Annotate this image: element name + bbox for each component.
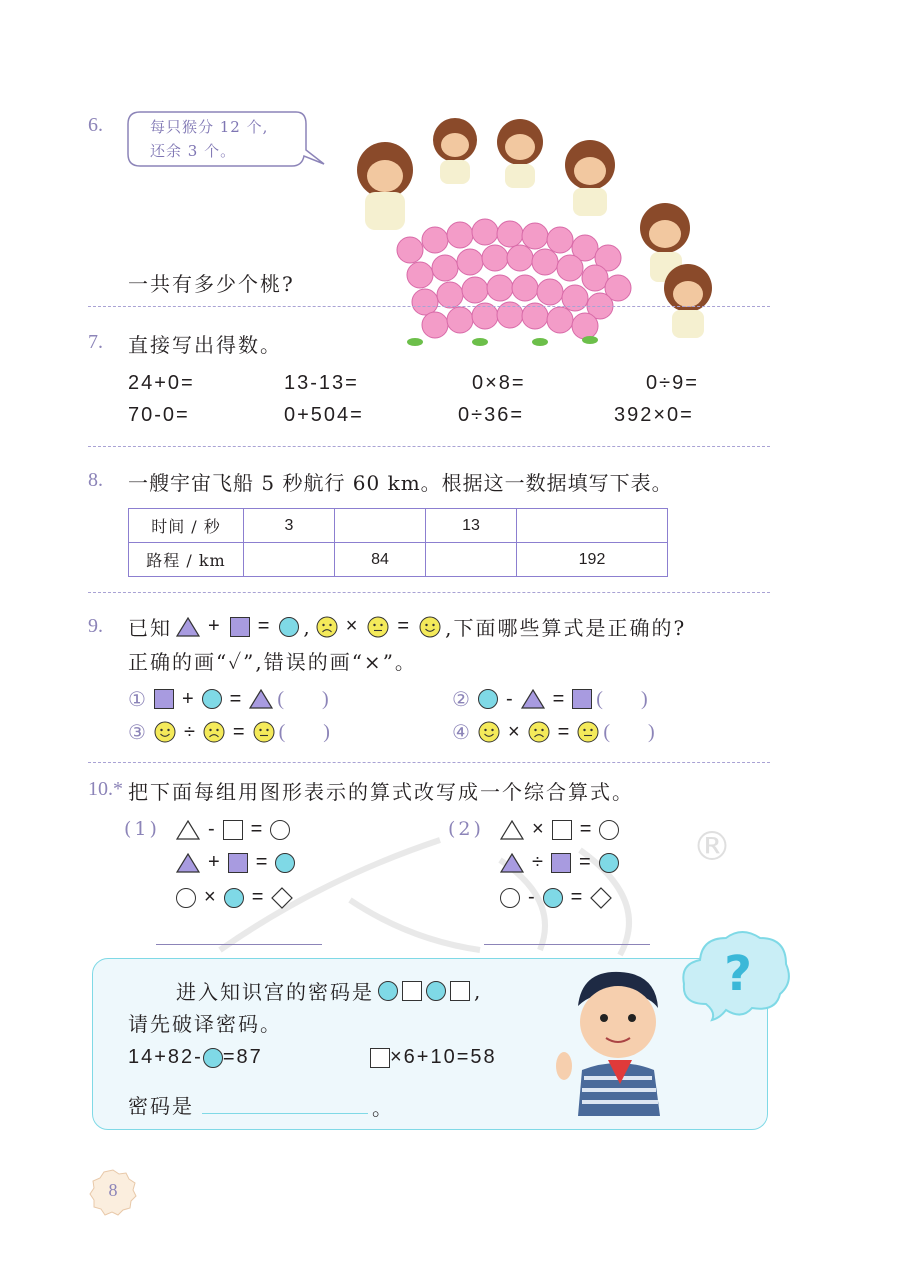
eq1-left: 14+82-	[128, 1046, 203, 1068]
neutral-face-icon	[367, 616, 389, 638]
password-intro-text: 进入知识宫的密码是	[176, 980, 374, 1004]
eq1-right: =87	[222, 1046, 263, 1068]
circle-icon	[202, 689, 222, 709]
square-icon	[228, 853, 248, 873]
password-answer-label: 密码是	[128, 1094, 194, 1118]
item-number: ④	[452, 720, 470, 744]
circle-icon	[224, 888, 244, 908]
answer-paren-close: )	[647, 720, 655, 743]
circle-icon	[279, 617, 299, 637]
group-2-label: (2)	[448, 818, 484, 840]
circle-icon	[543, 888, 563, 908]
distance-label: 路程 / km	[129, 543, 244, 577]
triangle-icon	[176, 617, 200, 637]
monkey-icon	[497, 119, 543, 188]
calc-item: 392×0=	[614, 404, 694, 426]
calc-item: 0÷9=	[646, 372, 699, 394]
monkey-icon	[357, 142, 413, 230]
password-eq-1	[128, 1046, 263, 1069]
answer-paren-open: (	[277, 687, 284, 710]
calc-item: 0×8=	[472, 372, 526, 394]
calc-item: 0÷36=	[458, 404, 525, 426]
table-cell[interactable]	[244, 543, 335, 577]
diamond-icon	[271, 887, 293, 909]
table-cell: 84	[335, 543, 426, 577]
divider	[88, 446, 770, 447]
q9-prefix: 已知	[128, 616, 172, 640]
group-2-eq-1: × =	[500, 818, 619, 841]
peach-pile	[397, 219, 631, 339]
password-line2: 请先破译密码。	[128, 1012, 282, 1036]
q7-number: 7.	[88, 331, 103, 353]
q10-title: 把下面每组用图形表示的算式改写成一个综合算式。	[128, 780, 634, 804]
page-number-badge	[88, 1168, 138, 1218]
calc-item: 13-13=	[284, 372, 359, 394]
square-icon	[223, 820, 243, 840]
circle-icon	[500, 888, 520, 908]
frown-face-icon	[316, 616, 338, 638]
eq2-right: ×6+10=58	[390, 1046, 497, 1068]
group-1-eq-1: - =	[176, 818, 290, 841]
calc-item: 70-0=	[128, 404, 190, 426]
table-cell: 3	[244, 509, 335, 543]
triangle-icon	[500, 853, 524, 873]
circle-icon	[478, 689, 498, 709]
smile-face-icon	[478, 721, 500, 743]
svg-text:?: ?	[724, 946, 752, 1002]
group-1-eq-3: × =	[176, 886, 293, 909]
group-2-eq-2: ÷ =	[500, 851, 619, 874]
circle-icon	[599, 820, 619, 840]
circle-icon	[176, 888, 196, 908]
group-1-answer-line[interactable]	[156, 944, 322, 945]
answer-paren-close: )	[640, 687, 648, 710]
triangle-icon	[176, 853, 200, 873]
item-number: ①	[128, 687, 146, 711]
circle-icon	[426, 981, 446, 1001]
calc-item: 24+0=	[128, 372, 195, 394]
password-intro	[176, 976, 482, 1005]
q6-number: 6.	[88, 114, 103, 136]
triangle-icon	[249, 689, 273, 709]
answer-paren-open: (	[278, 720, 286, 743]
answer-paren-open: (	[596, 687, 603, 710]
circle-icon	[270, 820, 290, 840]
calc-item: 0+504=	[284, 404, 364, 426]
answer-paren-close: )	[321, 687, 329, 710]
answer-paren-open: (	[603, 720, 610, 743]
neutral-face-icon	[253, 721, 275, 743]
table-cell: 13	[426, 509, 517, 543]
divider	[88, 592, 770, 593]
password-eq-2	[370, 1046, 497, 1069]
item-number: ③	[128, 720, 146, 744]
frown-face-icon	[203, 721, 225, 743]
q9-item-1: ① + = ( )	[128, 687, 329, 711]
triangle-icon	[176, 820, 200, 840]
neutral-face-icon	[577, 721, 599, 743]
password-intro-end: ,	[474, 978, 483, 1003]
table-row	[129, 543, 668, 577]
monkeys-peaches-illustration	[340, 110, 740, 358]
circle-icon	[378, 981, 398, 1001]
square-icon	[572, 689, 592, 709]
registered-mark: ®	[692, 824, 732, 870]
q8-title: 一艘宇宙飞船 5 秒航行 60 km。根据这一数据填写下表。	[128, 471, 673, 495]
circle-icon	[599, 853, 619, 873]
q9-number: 9.	[88, 615, 103, 637]
triangle-icon	[500, 820, 524, 840]
table-cell[interactable]	[335, 509, 426, 543]
group-1-eq-2: + =	[176, 851, 295, 874]
table-cell[interactable]	[426, 543, 517, 577]
group-2-eq-3: - =	[500, 886, 612, 909]
table-row	[129, 509, 668, 543]
square-icon	[370, 1048, 390, 1068]
circle-icon	[275, 853, 295, 873]
square-icon	[402, 981, 422, 1001]
square-icon	[230, 617, 250, 637]
q9-item-4: ④ × = ( )	[452, 720, 655, 744]
page-number: 8	[108, 1180, 118, 1200]
group-1-label: (1)	[124, 818, 160, 840]
q9-suffix: ,下面哪些算式是正确的?	[445, 616, 687, 640]
speech-line-1: 每只猴分 12 个,	[150, 118, 269, 136]
speed-table	[128, 508, 668, 577]
square-icon	[450, 981, 470, 1001]
square-icon	[154, 689, 174, 709]
circle-icon	[203, 1048, 223, 1068]
password-answer-end: 。	[372, 1096, 394, 1120]
diamond-icon	[590, 887, 612, 909]
q7-title: 直接写出得数。	[128, 333, 282, 357]
time-label: 时间 / 秒	[129, 509, 244, 543]
triangle-icon	[521, 689, 545, 709]
password-answer-line[interactable]	[202, 1113, 368, 1114]
smile-face-icon	[419, 616, 441, 638]
q9-line1: 已知 + = , × = ,下面哪些算式是正确的?	[128, 612, 686, 641]
table-cell[interactable]	[517, 509, 668, 543]
frown-face-icon	[528, 721, 550, 743]
divider	[88, 306, 770, 307]
square-icon	[552, 820, 572, 840]
monkey-icon	[433, 118, 477, 184]
divider	[88, 762, 770, 763]
monkey-icon	[664, 264, 712, 338]
q9-item-3: ③ ÷ = ( )	[128, 720, 330, 744]
question-cloud-icon	[676, 924, 796, 1024]
boy-illustration	[548, 966, 684, 1116]
q6-question: 一共有多少个桃?	[128, 272, 295, 296]
table-cell: 192	[517, 543, 668, 577]
smile-face-icon	[154, 721, 176, 743]
speech-line-2: 还余 3 个。	[150, 142, 237, 160]
item-number: ②	[452, 687, 470, 711]
speech-bubble	[126, 110, 326, 168]
q9-line2: 正确的画“✓”,错误的画“×”。	[128, 650, 417, 674]
monkey-icon	[565, 140, 615, 216]
square-icon	[551, 853, 571, 873]
q8-number: 8.	[88, 469, 103, 491]
q9-item-2: ② - = ( )	[452, 687, 648, 711]
answer-paren-close: )	[323, 720, 330, 743]
q10-number: 10.*	[88, 778, 123, 800]
group-2-answer-line[interactable]	[484, 944, 650, 945]
